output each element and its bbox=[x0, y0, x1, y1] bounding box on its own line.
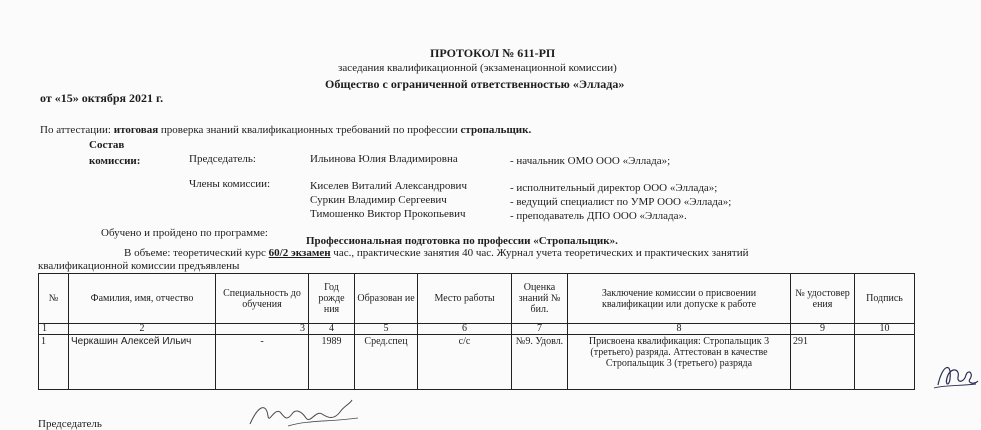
protocol-subtitle: заседания квалификационной (экзаменационной комиссии) bbox=[338, 62, 617, 74]
col-number: 1 bbox=[39, 324, 69, 335]
program-label: Обучено и пройдено по программе: bbox=[101, 227, 268, 239]
protocol-title: ПРОТОКОЛ № 611-РП bbox=[430, 46, 556, 60]
col-number: 8 bbox=[568, 324, 791, 335]
volume-hours: 60/2 экзамен bbox=[268, 247, 331, 259]
col-number: 3 bbox=[216, 324, 309, 335]
header-cell-conclusion: Заключение комиссии о присвоении квалификации или допуске к работе bbox=[568, 274, 791, 324]
attestation-profession: стропальщик. bbox=[460, 124, 532, 136]
row-specialty: - bbox=[216, 335, 309, 390]
volume-rest: час., практические занятия 40 час. Журнал учета теоретических и практических занятий bbox=[333, 247, 749, 259]
col-number: 4 bbox=[309, 324, 355, 335]
chair-name: Ильинова Юлия Владимировна bbox=[310, 153, 458, 165]
table-row bbox=[39, 335, 915, 390]
table-number-row bbox=[39, 324, 915, 335]
col-number: 10 bbox=[855, 324, 915, 335]
attestation-line bbox=[40, 124, 531, 136]
protocol-date: от «15» октября 2021 г. bbox=[40, 91, 164, 105]
footer-chair-label: Председатель bbox=[38, 418, 102, 430]
header-cell-workplace: Место работы bbox=[418, 274, 512, 324]
chair-signature-mark bbox=[248, 398, 368, 429]
table-header-row bbox=[39, 274, 915, 324]
header-cell-grade: Оценка знаний № бил. bbox=[512, 274, 568, 324]
col-number: 5 bbox=[355, 324, 418, 335]
col-number: 6 bbox=[418, 324, 512, 335]
row-number: 1 bbox=[39, 335, 69, 390]
volume-line2: квалификационной комиссии предъявлены bbox=[38, 260, 240, 272]
col-number: 2 bbox=[69, 324, 216, 335]
col-number: 7 bbox=[512, 324, 568, 335]
organization-name: Общество с ограниченной ответственностью «Эллада» bbox=[325, 77, 625, 91]
member-role-3: - преподаватель ДПО ООО «Эллада». bbox=[510, 210, 687, 222]
row-year: 1989 bbox=[309, 335, 355, 390]
header-cell-name: Фамилия, имя, отчество bbox=[69, 274, 216, 324]
member-name-2: Суркин Владимир Сергеевич bbox=[310, 194, 447, 206]
row-certificate: 291 bbox=[791, 335, 855, 390]
attestation-prefix: По аттестации: bbox=[40, 124, 111, 136]
row-signature-cell bbox=[855, 335, 915, 390]
members-label: Члены комиссии: bbox=[189, 178, 271, 190]
row-name: Черкашин Алексей Ильич bbox=[69, 335, 216, 390]
member-name-3: Тимошенко Виктор Прокопьевич bbox=[310, 208, 466, 220]
header-cell-year: Год рожде ния bbox=[309, 274, 355, 324]
col-number: 9 bbox=[791, 324, 855, 335]
commission-label-line1: Состав bbox=[89, 139, 125, 151]
member-role-1: - исполнительный директор ООО «Эллада»; bbox=[510, 182, 718, 194]
row-conclusion: Присвоена квалификация: Стропальщик 3 (третьего) разряда. Аттестован в качестве Стропальщик 3 (третьего) разряда bbox=[568, 335, 791, 390]
header-cell-signature: Подпись bbox=[855, 274, 915, 324]
header-cell-certificate: № удостовер ения bbox=[791, 274, 855, 324]
member-role-2: - ведущий специалист по УМР ООО «Эллада»; bbox=[510, 196, 732, 208]
member-name-1: Киселев Виталий Александрович bbox=[310, 180, 467, 192]
program-volume bbox=[124, 247, 749, 259]
header-cell-education: Образован ие bbox=[355, 274, 418, 324]
signature-mark bbox=[930, 355, 980, 395]
row-workplace: с/с bbox=[418, 335, 512, 390]
commission-label-line2: комиссии: bbox=[89, 155, 141, 167]
header-cell-number: № bbox=[39, 274, 69, 324]
volume-prefix: В объеме: теоретический курс bbox=[124, 247, 266, 259]
program-name: Профессиональная подготовка по профессии «Стропальщик». bbox=[306, 235, 618, 247]
row-grade: №9. Удовл. bbox=[512, 335, 568, 390]
header-cell-specialty: Специальность до обучения bbox=[216, 274, 309, 324]
chair-label: Председатель: bbox=[189, 153, 256, 165]
protocol-table bbox=[38, 273, 915, 390]
attestation-type: итоговая bbox=[113, 124, 159, 136]
attestation-middle: проверка знаний квалификационных требований по профессии bbox=[160, 124, 458, 136]
row-education: Сред.спец bbox=[355, 335, 418, 390]
chair-role: - начальник ОМО ООО «Эллада»; bbox=[510, 155, 671, 167]
